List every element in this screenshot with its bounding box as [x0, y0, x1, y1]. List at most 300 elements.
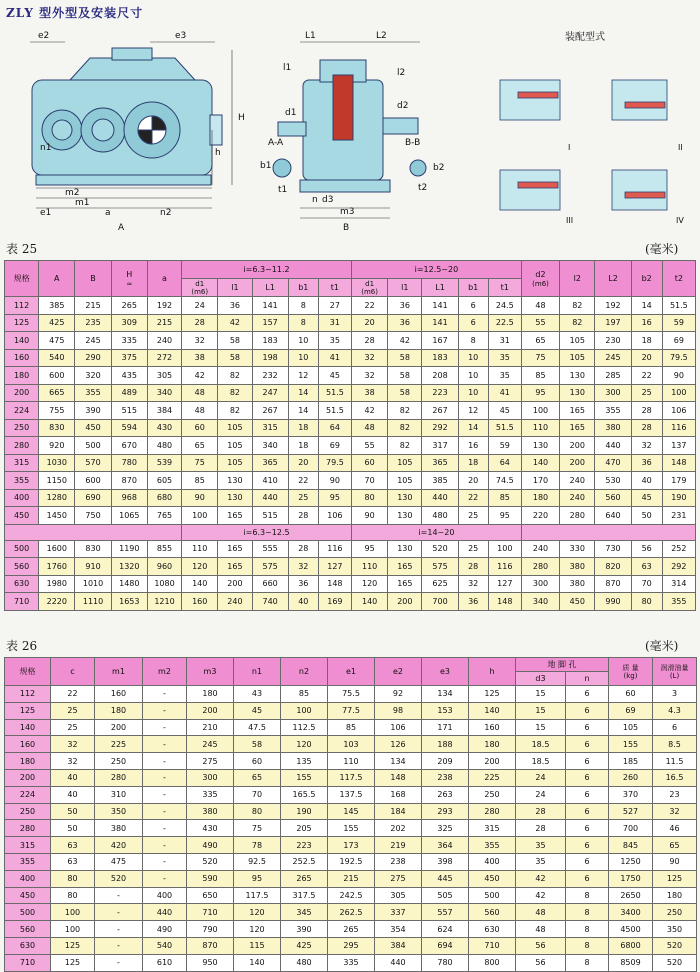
t25-cell: 14 — [288, 402, 318, 420]
t26-cell: 120 — [234, 904, 281, 921]
t26-cell: 215 — [328, 870, 375, 887]
t25-cell: 450 — [75, 419, 111, 437]
t25-cell: 8 — [288, 297, 318, 315]
t25-cell: 170 — [521, 472, 559, 490]
t25-cell: 820 — [595, 558, 631, 576]
t26-cell: 112 — [5, 686, 51, 703]
t26-cell: 3 — [653, 686, 697, 703]
t26-cell: 398 — [422, 853, 469, 870]
label-AA: A-A — [268, 138, 284, 148]
t25-cell: 24.5 — [488, 297, 521, 315]
t25-h-group2: i=12.5~20 — [352, 261, 522, 279]
t26-cell: 112.5 — [281, 719, 328, 736]
t26-cell: 184 — [375, 803, 422, 820]
t25-cell: 32 — [631, 437, 662, 455]
t25-cell: 25 — [288, 489, 318, 507]
t25-cell: 1320 — [111, 558, 147, 576]
t26-cell: 100 — [51, 921, 95, 938]
t25-cell: 600 — [75, 472, 111, 490]
t25-cell: 830 — [75, 540, 111, 558]
t25-cell: 335 — [111, 332, 147, 350]
t25-cell: 192 — [595, 297, 631, 315]
t25-cell: 12 — [458, 402, 488, 420]
t25-cell: 240 — [560, 472, 595, 490]
t26-cell: - — [143, 837, 187, 854]
label-t2: t2 — [418, 183, 428, 193]
assembly-label-4: IV — [676, 216, 684, 225]
t25-cell: 165 — [218, 507, 252, 525]
t25-mid-blank — [5, 524, 182, 540]
t26-cell: 25 — [51, 702, 95, 719]
t25-cell: 12 — [288, 367, 318, 385]
t25-cell: 25 — [458, 507, 488, 525]
t26-cell: 24 — [516, 769, 566, 786]
t26-cell: 780 — [422, 954, 469, 971]
t26-cell: 337 — [375, 904, 422, 921]
t26-cell: 25 — [51, 719, 95, 736]
t25-cell: 223 — [422, 384, 458, 402]
t26-cell: 125 — [653, 870, 697, 887]
label-b2: b2 — [433, 163, 445, 173]
t26-cell: 6 — [566, 753, 609, 770]
t25-mid-blank2 — [521, 524, 695, 540]
t25-cell: 51.5 — [488, 419, 521, 437]
t25-h-H-text: H — [126, 269, 133, 279]
t25-cell: 22 — [631, 367, 662, 385]
t25-cell: 410 — [252, 472, 288, 490]
t26-cell: 100 — [281, 702, 328, 719]
t25-cell: 247 — [252, 384, 288, 402]
t26-cell: 140 — [5, 719, 51, 736]
t25-cell: 32 — [352, 349, 388, 367]
t25-cell: 82 — [388, 437, 422, 455]
t25-cell: 140 — [521, 454, 559, 472]
t25-cell: 400 — [5, 489, 39, 507]
t25-cell: 165 — [560, 419, 595, 437]
t26-row — [5, 736, 697, 753]
t25-cell: 148 — [662, 454, 695, 472]
t25-cell: 480 — [422, 507, 458, 525]
t26-cell: 180 — [5, 753, 51, 770]
t25-cell: 240 — [560, 489, 595, 507]
t26-cell: 125 — [469, 686, 516, 703]
t25-cell: 555 — [252, 540, 288, 558]
t26-cell: 370 — [609, 786, 653, 803]
label-d1: d1 — [285, 108, 297, 118]
t26-cell: - — [143, 686, 187, 703]
t25-cell: 252 — [662, 540, 695, 558]
t25-cell: 120 — [352, 575, 388, 593]
t25-cell: 100 — [662, 384, 695, 402]
label-BB: B-B — [405, 138, 421, 148]
t25-cell: 365 — [252, 454, 288, 472]
t26-cell: 23 — [653, 786, 697, 803]
t25-cell: 8 — [288, 314, 318, 332]
t25-cell: 100 — [488, 540, 521, 558]
t26-cell: 15 — [516, 702, 566, 719]
t26-cell: 8 — [566, 887, 609, 904]
t25-cell: 137 — [662, 437, 695, 455]
t26-cell: 35 — [516, 853, 566, 870]
t25-cell: 36 — [388, 297, 422, 315]
t25-row — [5, 297, 696, 315]
t26-cell: 65 — [234, 769, 281, 786]
t25-cell: 680 — [147, 489, 181, 507]
t25-cell: 630 — [5, 575, 39, 593]
t26-cell: 4.3 — [653, 702, 697, 719]
t25-cell: 75 — [521, 349, 559, 367]
t25-cell: 45 — [631, 489, 662, 507]
t26-cell: 245 — [187, 736, 234, 753]
t26-cell: 590 — [187, 870, 234, 887]
t26-cell: 252.5 — [281, 853, 328, 870]
t25-cell: 16 — [458, 437, 488, 455]
t25-cell: 140 — [5, 332, 39, 350]
t25-cell: 215 — [75, 297, 111, 315]
t25-cell: 100 — [521, 402, 559, 420]
t25-cell: 390 — [75, 402, 111, 420]
t25-cell: 14 — [288, 384, 318, 402]
t25-cell: 95 — [318, 489, 351, 507]
t26-cell: 35 — [516, 837, 566, 854]
t25-cell: 130 — [218, 472, 252, 490]
t25-cell: 575 — [422, 558, 458, 576]
t26-cell: 8 — [566, 954, 609, 971]
t25-h-A: A — [39, 261, 75, 297]
t26-cell: 265 — [281, 870, 328, 887]
t25-cell: 6 — [458, 314, 488, 332]
t25-cell: 41 — [488, 384, 521, 402]
t25-cell: 31 — [318, 314, 351, 332]
t26-h-d3: d3 — [516, 672, 566, 686]
t26-cell: 650 — [187, 887, 234, 904]
t25-cell: 285 — [595, 367, 631, 385]
t25-cell: 50 — [631, 507, 662, 525]
t25-cell: 127 — [488, 575, 521, 593]
t25-cell: 160 — [182, 593, 218, 611]
t25-cell: 240 — [218, 593, 252, 611]
t25-cell: 58 — [388, 349, 422, 367]
table25-label: 表 25 — [6, 242, 38, 256]
t26-cell: 60 — [609, 686, 653, 703]
t26-cell: 490 — [187, 837, 234, 854]
t26-cell: - — [95, 887, 143, 904]
t25-cell: 560 — [5, 558, 39, 576]
t25-cell: 245 — [595, 349, 631, 367]
t25-cell: 1190 — [111, 540, 147, 558]
t25-cell: 340 — [252, 437, 288, 455]
table25-unit: (毫米) — [645, 242, 679, 256]
t25-cell: 28 — [631, 402, 662, 420]
t26-cell: 238 — [375, 853, 422, 870]
t26-cell: 80 — [51, 870, 95, 887]
t25-cell: 265 — [111, 297, 147, 315]
t25-cell: 730 — [595, 540, 631, 558]
t25-h-L2: L2 — [595, 261, 631, 297]
t25-cell: 870 — [111, 472, 147, 490]
t25-cell: 70 — [352, 472, 388, 490]
t25-cell: 25 — [631, 384, 662, 402]
t25-cell: 58 — [218, 349, 252, 367]
t25-cell: 180 — [5, 367, 39, 385]
t26-cell: 870 — [187, 937, 234, 954]
t26-cell: 155 — [328, 820, 375, 837]
t26-cell: 135 — [281, 753, 328, 770]
t25-cell: 20 — [458, 472, 488, 490]
t25-cell: 870 — [595, 575, 631, 593]
t26-cell: 6 — [566, 769, 609, 786]
t26-cell: 527 — [609, 803, 653, 820]
dimension-drawing — [0, 20, 700, 235]
t26-h-m3: m3 — [187, 658, 234, 686]
t25-cell: 1110 — [75, 593, 111, 611]
t25-cell: 74.5 — [488, 472, 521, 490]
t26-cell: 45 — [234, 702, 281, 719]
t26-cell: 520 — [187, 853, 234, 870]
t26-cell: 310 — [95, 786, 143, 803]
t25-cell: 64 — [488, 454, 521, 472]
t26-cell: 710 — [5, 954, 51, 971]
t26-h-mass-text: 质 量 — [622, 663, 639, 672]
t25-cell: 112 — [5, 297, 39, 315]
t26-cell: 115 — [234, 937, 281, 954]
t25-cell: 179 — [662, 472, 695, 490]
t25-cell: 20 — [631, 349, 662, 367]
t25-cell: 95 — [488, 507, 521, 525]
t26-cell: - — [143, 803, 187, 820]
t25-cell: 1080 — [147, 575, 181, 593]
t25-cell: 20 — [288, 454, 318, 472]
t26-cell: 490 — [143, 921, 187, 938]
t25-cell: 167 — [422, 332, 458, 350]
t26-row — [5, 803, 697, 820]
t26-cell: 18.5 — [516, 736, 566, 753]
t25-cell: 141 — [422, 314, 458, 332]
t26-cell: 420 — [95, 837, 143, 854]
t25-cell: 42 — [182, 367, 218, 385]
t25-row — [5, 454, 696, 472]
t26-cell: 192.5 — [328, 853, 375, 870]
t25-cell: 157 — [252, 314, 288, 332]
t25-h-d1 — [182, 279, 218, 297]
t25-cell: 58 — [388, 367, 422, 385]
t25-h-B: B — [75, 261, 111, 297]
t25-cell: 910 — [75, 558, 111, 576]
t26-cell: 350 — [653, 921, 697, 938]
t25-cell: 215 — [147, 314, 181, 332]
label-l1: l1 — [283, 63, 292, 73]
t26-cell: 440 — [375, 954, 422, 971]
t26-cell: 345 — [281, 904, 328, 921]
t25-cell: 165 — [388, 558, 422, 576]
t25-cell: 148 — [488, 593, 521, 611]
t25-cell: 10 — [458, 384, 488, 402]
t25-cell: 305 — [147, 367, 181, 385]
t26-cell: 265 — [328, 921, 375, 938]
t25-cell: 35 — [318, 332, 351, 350]
table26-unit: (毫米) — [645, 639, 679, 653]
t25-cell: 125 — [5, 314, 39, 332]
t26-cell: 624 — [422, 921, 469, 938]
t25-h-t1: t1 — [318, 279, 351, 297]
t26-cell: 200 — [187, 702, 234, 719]
t26-cell: 380 — [95, 820, 143, 837]
t25-cell: 380 — [560, 575, 595, 593]
t25-cell: 309 — [111, 314, 147, 332]
t26-cell: 2650 — [609, 887, 653, 904]
t25-cell: 79.5 — [662, 349, 695, 367]
t26-cell: 48 — [516, 904, 566, 921]
t26-cell: 6 — [566, 803, 609, 820]
t26-cell: 95 — [234, 870, 281, 887]
t25-cell: 45 — [318, 367, 351, 385]
t26-cell: 262.5 — [328, 904, 375, 921]
t25-cell: 200 — [388, 593, 422, 611]
t26-cell: 168 — [375, 786, 422, 803]
t26-h-n: n — [566, 672, 609, 686]
t25-cell: 14 — [458, 419, 488, 437]
t26-cell: 50 — [51, 820, 95, 837]
t26-cell: 70 — [234, 786, 281, 803]
t25-cell: 575 — [252, 558, 288, 576]
t26-cell: 364 — [422, 837, 469, 854]
t25-cell: 440 — [422, 489, 458, 507]
t25-cell: 82 — [218, 402, 252, 420]
t25-cell: 79.5 — [318, 454, 351, 472]
t26-cell: 280 — [469, 803, 516, 820]
t25-cell: 230 — [595, 332, 631, 350]
t25-cell: 330 — [560, 540, 595, 558]
t25-cell: 1280 — [39, 489, 75, 507]
t26-cell: 28 — [516, 820, 566, 837]
t25-cell: 515 — [252, 507, 288, 525]
t25-cell: 160 — [5, 349, 39, 367]
t26-cell: 65 — [653, 837, 697, 854]
t25-cell: 48 — [521, 297, 559, 315]
t26-cell: 185 — [609, 753, 653, 770]
t26-cell: 190 — [281, 803, 328, 820]
t26-cell: 845 — [609, 837, 653, 854]
t25-cell: 232 — [252, 367, 288, 385]
t25-cell: 28 — [182, 314, 218, 332]
t26-row — [5, 753, 697, 770]
t25-cell: 208 — [422, 367, 458, 385]
t25-cell: 165 — [388, 575, 422, 593]
label-b1: b1 — [260, 161, 272, 171]
t25-cell: 250 — [5, 419, 39, 437]
t26-cell: 400 — [143, 887, 187, 904]
t26-cell: 275 — [187, 753, 234, 770]
t26-cell: 315 — [5, 837, 51, 854]
t25-cell: 105 — [218, 454, 252, 472]
t25-cell: 1010 — [75, 575, 111, 593]
t25-cell: 69 — [318, 437, 351, 455]
t25-cell: 594 — [111, 419, 147, 437]
label-L2: L2 — [376, 31, 387, 41]
label-e1: e1 — [40, 208, 52, 218]
t25-cell: 1600 — [39, 540, 75, 558]
t25-cell: 105 — [218, 419, 252, 437]
t25-cell: 1760 — [39, 558, 75, 576]
label-d2: d2 — [397, 101, 409, 111]
t25-cell: 130 — [560, 367, 595, 385]
t26-cell: 90 — [653, 853, 697, 870]
t26-cell: 280 — [5, 820, 51, 837]
t26-cell: 6800 — [609, 937, 653, 954]
t25-cell: 36 — [218, 297, 252, 315]
t26-h-c: c — [51, 658, 95, 686]
t25-cell: 10 — [458, 367, 488, 385]
t26-cell: 69 — [609, 702, 653, 719]
t25-cell: 920 — [39, 437, 75, 455]
t26-cell: 80 — [234, 803, 281, 820]
t26-h-e3: e3 — [422, 658, 469, 686]
t26-cell: 155 — [281, 769, 328, 786]
t26-cell: 475 — [95, 853, 143, 870]
t26-cell: 8509 — [609, 954, 653, 971]
t25-cell: 36 — [288, 575, 318, 593]
table25-body2 — [5, 540, 696, 610]
t25-cell: 42 — [388, 332, 422, 350]
t25-cell: 22 — [352, 297, 388, 315]
t25-cell: 82 — [388, 419, 422, 437]
t26-cell: 505 — [422, 887, 469, 904]
t25-row — [5, 437, 696, 455]
t26-cell: 63 — [51, 837, 95, 854]
t25-cell: 36 — [388, 314, 422, 332]
t26-cell: 250 — [5, 803, 51, 820]
t26-cell: 400 — [469, 853, 516, 870]
t26-cell: 11.5 — [653, 753, 697, 770]
t26-cell: 145 — [328, 803, 375, 820]
t25-cell: 60 — [182, 419, 218, 437]
t25-cell: 224 — [5, 402, 39, 420]
t25-cell: 425 — [39, 314, 75, 332]
t25-h-b2: b2 — [631, 261, 662, 297]
t25-h-d1b — [352, 279, 388, 297]
t25-h-L1: L1 — [252, 279, 288, 297]
assembly-forms — [500, 80, 667, 210]
label-t1: t1 — [278, 185, 288, 195]
t26-cell: 8.5 — [653, 736, 697, 753]
t25-cell: 355 — [75, 384, 111, 402]
t25-cell: 105 — [218, 437, 252, 455]
label-A: A — [118, 223, 125, 233]
t25-cell: 235 — [75, 314, 111, 332]
t25-cell: 968 — [111, 489, 147, 507]
t25-cell: 48 — [352, 419, 388, 437]
t25-cell: 355 — [595, 402, 631, 420]
t26-cell: 560 — [5, 921, 51, 938]
front-view — [32, 48, 222, 185]
t25-cell: 105 — [560, 332, 595, 350]
t25-cell: 110 — [521, 419, 559, 437]
t25-cell: 755 — [39, 402, 75, 420]
t26-cell: 126 — [375, 736, 422, 753]
t26-cell: 117.5 — [328, 769, 375, 786]
label-m3: m3 — [340, 207, 355, 217]
t25-cell: 165 — [218, 540, 252, 558]
t26-cell: 694 — [422, 937, 469, 954]
t26-cell: 15 — [516, 719, 566, 736]
t25-cell: 200 — [560, 437, 595, 455]
t26-cell: 165.5 — [281, 786, 328, 803]
t25-h-b1b: b1 — [458, 279, 488, 297]
t25-cell: 140 — [182, 575, 218, 593]
label-h: h — [215, 148, 221, 158]
t25-cell: 14 — [631, 297, 662, 315]
label-e2: e2 — [38, 31, 50, 41]
